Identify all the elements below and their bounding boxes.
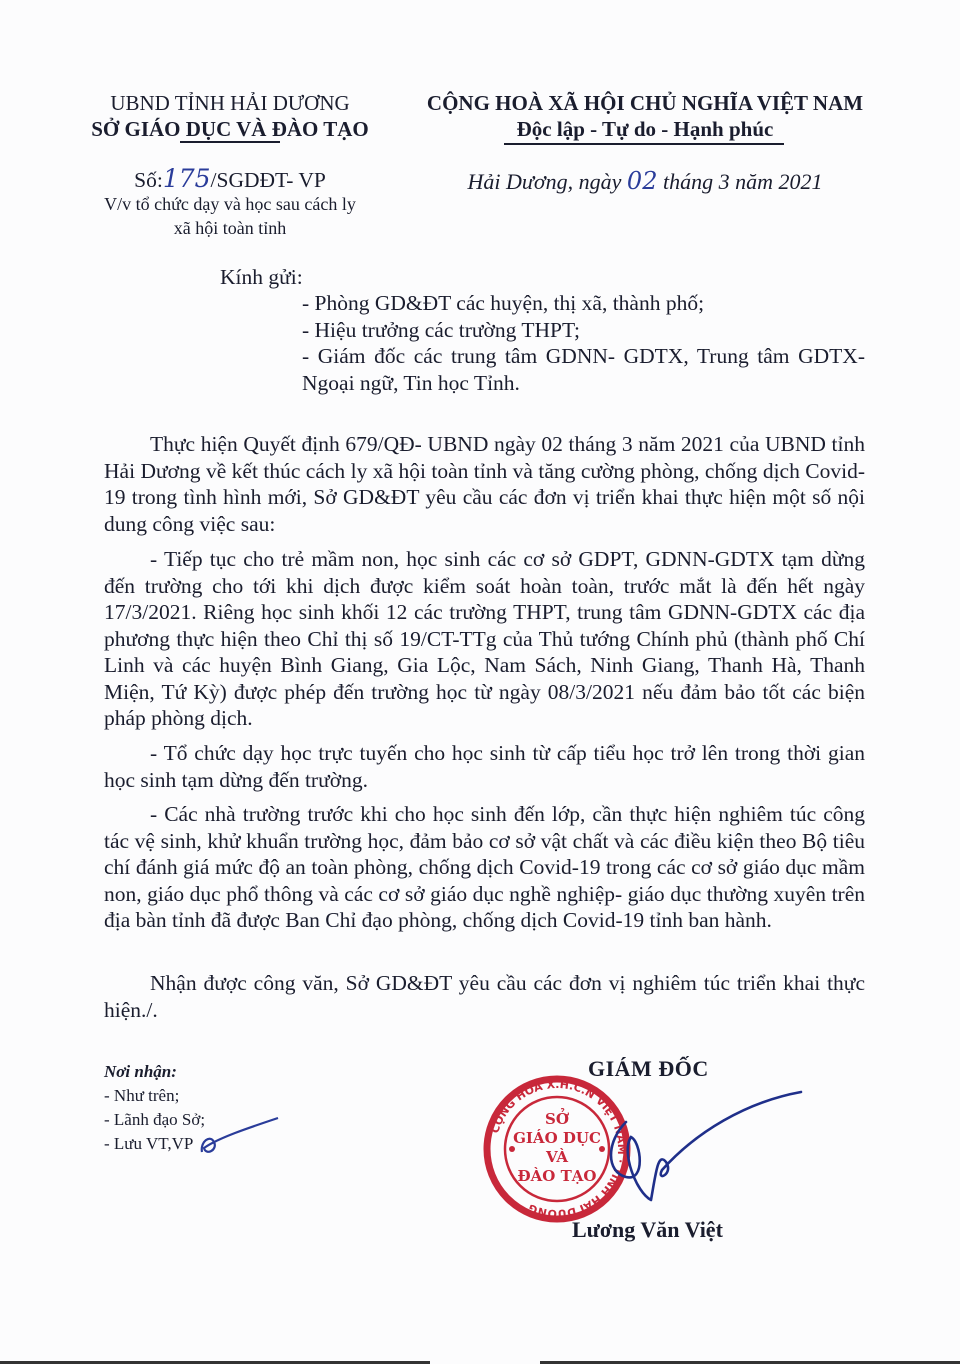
- paragraph-text: Thực hiện Quyết định 679/QĐ- UBND ngày 02 tháng 3 năm 2021 của UBND tỉnh Hải Dương về kết thúc cách ly xã hội toàn tỉnh và tăng cường phòng, chống dịch Covid-19 trong tình hình mới, Sở GD&ĐT yêu cầu các đơn vị triển khai thực hiện một số nội dung công việc sau:: [104, 432, 865, 536]
- seal-line-1: SỞ: [545, 1110, 569, 1128]
- body-paragraph-3: [104, 740, 865, 793]
- issuer-department: SỞ GIÁO DỤC VÀ ĐÀO TẠO: [91, 117, 369, 141]
- number-suffix: /SGDĐT- VP: [210, 168, 326, 192]
- seal-line-4: ĐÀO TẠO: [517, 1167, 597, 1185]
- document-number: [70, 166, 390, 193]
- seal-inner-text: [504, 1110, 610, 1186]
- issuer-province: UBND TỈNH HẢI DƯƠNG: [110, 91, 350, 115]
- subject-line-1: V/v tổ chức dạy và học sau cách ly: [104, 194, 356, 214]
- issuer-underline: [180, 141, 280, 143]
- paragraph-text: - Tổ chức dạy học trực tuyến cho học sinh từ cấp tiểu học trở lên trong thời gian học sinh tạm dừng đến trường.: [104, 741, 865, 792]
- paragraph-text: Nhận được công văn, Sở GD&ĐT yêu cầu các đơn vị nghiêm túc triển khai thực hiện./.: [104, 971, 865, 1022]
- recipients-list: [302, 290, 865, 396]
- recipient-item: - Hiệu trưởng các trường THPT;: [302, 317, 580, 342]
- national-motto: Độc lập - Tự do - Hạnh phúc: [516, 117, 774, 141]
- body-paragraph-4: [104, 801, 865, 934]
- recipient-item: - Phòng GD&ĐT các huyện, thị xã, thành phố;: [302, 291, 705, 315]
- handwritten-day: 02: [626, 167, 658, 195]
- signer-name: Lương Văn Việt: [572, 1217, 723, 1242]
- issuer-block: [70, 90, 390, 142]
- distribution-item: - Lãnh đạo Sở;: [104, 1110, 206, 1129]
- paragraph-text: - Các nhà trường trước khi cho học sinh đến lớp, cần thực hiện nghiêm túc công tác vệ sinh, khử khuẩn trường học, đảm bảo cơ sở vật chất và các điều kiện theo Bộ tiêu chí đánh giá mức độ an toàn phòng, chống dịch Covid-19 trong các cơ sở giáo dục mầm non, giáo dục phổ thông và các cơ sở giáo dục nghề nghiệp- giáo dục thường xuyên trên địa bàn tỉnh đã được Ban Chỉ đạo phòng, chống dịch Covid-19 tỉnh ban hành.: [104, 802, 865, 932]
- country-name: CỘNG HOÀ XÃ HỘI CHỦ NGHĨA VIỆT NAM: [426, 91, 864, 115]
- subject-block: [70, 192, 390, 240]
- body-paragraph-5: [104, 970, 865, 1023]
- distribution-item: - Như trên;: [104, 1086, 180, 1105]
- body-paragraph-1: [104, 431, 865, 537]
- handwritten-number: 175: [162, 164, 211, 193]
- initial-scribble-icon: [198, 1112, 282, 1160]
- motto-underline: [504, 143, 784, 145]
- subject-line-2: xã hội toàn tỉnh: [173, 218, 287, 238]
- distribution-item: - Lưu VT,VP: [104, 1134, 194, 1153]
- seal-line-2: GIÁO DỤC: [513, 1129, 601, 1147]
- seal-line-3: VÀ: [545, 1148, 569, 1166]
- recipients-label: Kính gửi:: [220, 265, 303, 289]
- body-paragraph-2: [104, 546, 865, 732]
- date-line: [410, 168, 880, 195]
- distribution-block: [104, 1060, 205, 1156]
- signer-title: GIÁM ĐỐC: [588, 1056, 709, 1081]
- date-prefix: Hải Dương, ngày: [467, 169, 622, 194]
- national-title-block: [410, 90, 880, 142]
- seal-outer-text: CỘNG HOÀ X.H.C.N VIỆT NAM · TỈNH HẢI DƯƠNG: [488, 1077, 629, 1221]
- distribution-label: Nơi nhận:: [104, 1062, 177, 1081]
- signature-scribble-icon: [596, 1082, 806, 1212]
- paragraph-text: - Tiếp tục cho trẻ mầm non, học sinh các cơ sở GDPT, GDNN-GDTX tạm dừng đến trường cho tới khi dịch được kiểm soát hoàn toàn, trước mắt là đến hết ngày 17/3/2021. Riêng học sinh khối 12 các trường THPT, trung tâm GDNN-GDTX các địa phương thực hiện theo Chỉ thị số 19/CT-TTg của Thủ tướng Chính phủ (thành phố Chí Linh và các huyện Bình Giang, Gia Lộc, Nam Sách, Ninh Giang, Thanh Hà, Thanh Miện, Tứ Kỳ) được phép đến trường học từ ngày 08/3/2021 nếu đảm bảo tốt các biện pháp phòng dịch.: [104, 547, 865, 730]
- date-suffix: tháng 3 năm 2021: [662, 169, 823, 194]
- recipient-item: - Giám đốc các trung tâm GDNN- GDTX, Trung tâm GDTX-Ngoại ngữ, Tin học Tỉnh.: [302, 344, 865, 395]
- number-prefix: Số:: [134, 168, 163, 192]
